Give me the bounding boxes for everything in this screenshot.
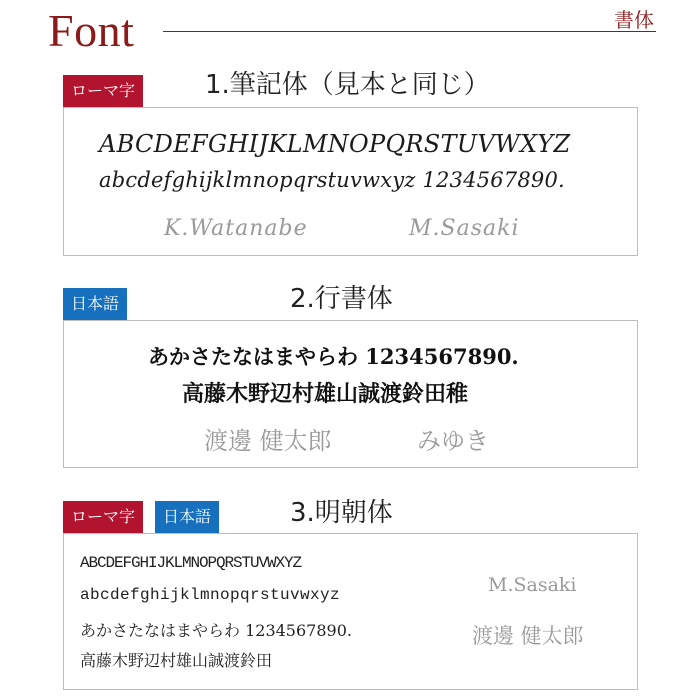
section-3-box (63, 533, 638, 690)
section-2-tag-japanese: 日本語 (63, 288, 127, 320)
page-subtitle: 書体 (614, 8, 654, 32)
section-1-uppercase-line: ABCDEFGHIJKLMNOPQRSTUVWXYZ (99, 130, 571, 158)
section-3-tag-romaji: ローマ字 (63, 501, 143, 533)
section-2-box (63, 320, 638, 468)
section-1-tag-romaji: ローマ字 (63, 75, 143, 107)
section-1-box (63, 107, 638, 256)
section-3-kanji-line: 高藤木野辺村雄山誠渡鈴田 (80, 651, 273, 670)
section-3-kana-line: あかさたなはまやらわ 1234567890. (80, 621, 352, 640)
section-3-title: 3.明朝体 (290, 498, 393, 528)
section-2-kana-line: あかさたなはまやらわ 1234567890. (148, 344, 519, 369)
section-3-uppercase-line: ABCDEFGHIJKLMNOPQRSTUVWXYZ (80, 554, 302, 572)
section-1-sample-1: K.Watanabe (164, 216, 308, 241)
section-3-lowercase-line: abcdefghijklmnopqrstuvwxyz (80, 586, 341, 604)
section-2-sample-1: 渡邊 健太郎 (204, 427, 332, 455)
section-1-lowercase-line: abcdefghijklmnopqrstuvwxyz 1234567890. (99, 168, 565, 192)
section-1-title: 1.筆記体（見本と同じ） (205, 70, 490, 100)
section-3-sample-2: 渡邊 健太郎 (472, 624, 584, 648)
section-2-kanji-line: 高藤木野辺村雄山誠渡鈴田稚 (182, 381, 469, 407)
section-3-tag-japanese: 日本語 (155, 501, 219, 533)
section-3-sample-1: M.Sasaki (488, 574, 577, 596)
page-title: Font (48, 5, 135, 56)
section-1-sample-2: M.Sasaki (409, 216, 520, 241)
section-2-title: 2.行書体 (290, 284, 393, 314)
section-2-sample-2: みゆき (417, 427, 489, 455)
header-divider (163, 31, 656, 32)
